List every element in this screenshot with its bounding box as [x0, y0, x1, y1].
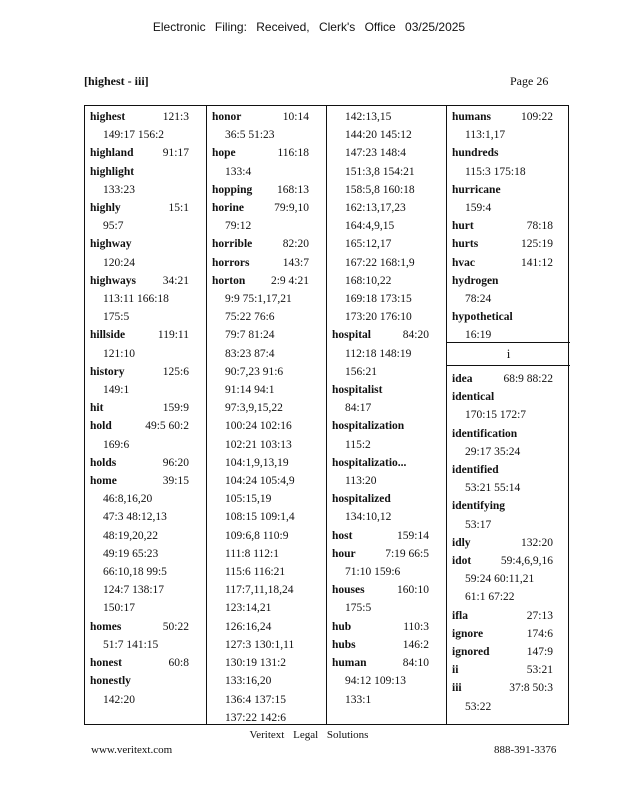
index-entry-head [452, 607, 565, 625]
index-entry [452, 144, 565, 180]
index-entry [212, 235, 321, 253]
index-entry [90, 472, 201, 618]
index-term: hospitalized [332, 493, 391, 506]
index-term: hour [332, 547, 356, 560]
index-term: identified [452, 464, 499, 477]
index-entry-head [212, 181, 321, 199]
index-term: hurricane [452, 183, 501, 196]
index-term: identification [452, 427, 518, 440]
index-term: horrible [212, 238, 253, 251]
index-page-refs: 15:1 [168, 202, 189, 215]
index-entry [212, 199, 321, 235]
index-page-refs-continued: 66:10,18 99:5 [103, 566, 167, 579]
index-page-refs-continued: 169:6 [103, 438, 130, 451]
index-page-refs: 132:20 [521, 536, 553, 549]
index-entry-head [90, 618, 201, 636]
index-page-refs-continued: 133:16,20 [225, 675, 272, 688]
index-term: hub [332, 620, 352, 633]
index-page-refs-continued: 9:9 75:1,17,21 [225, 293, 292, 306]
index-page-refs-continued: 94:12 109:13 [345, 675, 407, 688]
index-page-refs-continued: 142:13,15 [345, 111, 392, 123]
index-page-refs-continued: 170:15 172:7 [465, 409, 527, 422]
index-term: horine [212, 202, 244, 215]
index-entry [90, 654, 201, 672]
index-term: hospitalizatio... [332, 456, 407, 469]
index-page-refs: 174:6 [526, 627, 553, 640]
index-entry [452, 534, 565, 552]
index-entry [452, 497, 565, 533]
index-entry [452, 552, 565, 607]
index-page-refs: 147:9 [526, 646, 553, 659]
index-term: highly [90, 202, 121, 215]
index-entry [452, 217, 565, 235]
index-page-refs: 49:5 60:2 [145, 420, 189, 433]
index-entry-head [332, 545, 441, 563]
index-page-refs-continued: 105:15,19 [225, 493, 272, 506]
index-page-refs-continued: 117:7,11,18,24 [225, 584, 294, 597]
index-page-refs: 119:11 [157, 329, 189, 342]
index-page-refs-continued: 168:10,22 [345, 274, 392, 287]
index-page-refs-continued: 49:19 65:23 [103, 547, 159, 560]
index-page-refs: 34:21 [162, 274, 189, 287]
index-term: identical [452, 391, 495, 404]
index-page-refs-continued: 159:4 [465, 202, 492, 215]
index-entry-head [90, 472, 201, 490]
index-term: identifying [452, 500, 506, 513]
index-entry [452, 461, 565, 497]
index-entry [90, 163, 201, 199]
index-term: highland [90, 147, 134, 160]
index-term: hypothetical [452, 311, 513, 324]
index-page-refs-continued: 16:19 [465, 329, 492, 342]
index-term: hospitalization [332, 420, 405, 433]
index-entry [212, 254, 321, 272]
index-entry-head [332, 490, 441, 508]
page-number: Page 26 [510, 74, 549, 88]
index-page-refs-continued: 48:19,20,22 [103, 529, 158, 542]
index-term: ii [452, 664, 459, 677]
index-page-refs: 82:20 [282, 238, 309, 251]
index-entry-head [332, 527, 441, 545]
index-entry-head [212, 235, 321, 253]
index-term: holds [90, 456, 117, 469]
index-entry-head [452, 425, 565, 443]
index-entry-head [452, 181, 565, 199]
index-page-refs-continued: 79:12 [225, 220, 252, 233]
index-entry [332, 527, 441, 545]
index-page-refs-continued: 169:18 173:15 [345, 293, 412, 306]
index-entry-head [90, 672, 201, 690]
footer-website: www.veritext.com [91, 744, 173, 756]
index-page-refs-continued: 36:5 51:23 [225, 129, 275, 142]
index-page-refs: 59:4,6,9,16 [500, 555, 553, 568]
index-entry [332, 108, 441, 326]
index-page-refs: 159:14 [397, 529, 429, 542]
index-page-refs: 121:3 [162, 111, 189, 123]
index-page-refs: 146:2 [402, 638, 429, 651]
index-entry-head [90, 654, 201, 672]
index-page-refs-continued: 142:20 [103, 693, 135, 706]
index-page-refs-continued: 108:15 109:1,4 [225, 511, 295, 524]
index-column-4-bottom [447, 366, 570, 720]
index-page-refs-continued: 75:22 76:6 [225, 311, 275, 324]
index-entry [212, 144, 321, 180]
index-page-refs-continued: 109:6,8 110:9 [225, 529, 289, 542]
index-entry-head [90, 235, 201, 253]
index-entry-head [452, 272, 565, 290]
index-page-refs-continued: 84:17 [345, 402, 372, 415]
index-entry-head [452, 235, 565, 253]
index-page-refs: 168:13 [277, 183, 309, 196]
index-term: hope [212, 147, 236, 160]
index-page-refs-continued: 175:5 [103, 311, 130, 324]
index-page-refs-continued: 130:19 131:2 [225, 657, 287, 670]
index-entry-head [212, 144, 321, 162]
index-page-refs: 125:6 [162, 365, 189, 378]
index-entry-head [90, 326, 201, 344]
index-entry [90, 363, 201, 399]
index-entry-head [90, 144, 201, 162]
index-page-refs-continued: 175:5 [345, 602, 372, 615]
index-term: homes [90, 620, 122, 633]
index-entry [452, 625, 565, 643]
index-page-refs-continued: 91:14 94:1 [225, 384, 275, 397]
index-entry-head [452, 388, 565, 406]
index-entry [452, 235, 565, 253]
index-page-refs-continued: 61:1 67:22 [465, 591, 515, 604]
index-term: hubs [332, 638, 356, 651]
index-page-refs: 109:22 [521, 111, 553, 123]
index-page-refs: 116:18 [277, 147, 309, 160]
index-page-refs-continued: 134:10,12 [345, 511, 392, 524]
index-page-refs-continued: 97:3,9,15,22 [225, 402, 283, 415]
index-entry [452, 388, 565, 424]
index-page-refs-continued: 53:21 55:14 [465, 482, 521, 495]
index-page-refs: 110:3 [403, 620, 429, 633]
index-entry-head [332, 618, 441, 636]
index-entry [452, 108, 565, 144]
index-entry [90, 672, 201, 708]
index-term: hillside [90, 329, 126, 342]
index-term: hospital [332, 329, 371, 342]
index-page-refs-continued: 133:23 [103, 183, 135, 196]
index-page-refs: 10:14 [282, 111, 309, 123]
word-index-table [84, 105, 569, 725]
index-entry-head [452, 108, 565, 126]
index-page-refs-continued: 149:1 [103, 384, 130, 397]
index-entry [90, 199, 201, 235]
index-entry [90, 235, 201, 271]
index-page-refs-continued: 46:8,16,20 [103, 493, 153, 506]
index-entry-head [90, 417, 201, 435]
section-letter-header: i [447, 342, 570, 366]
index-term: ignored [452, 646, 490, 659]
index-term: iii [452, 682, 462, 695]
index-term: hit [90, 402, 104, 415]
index-entry-head [90, 454, 201, 472]
index-term: human [332, 657, 367, 670]
index-page-refs-continued: 126:16,24 [225, 620, 272, 633]
index-page-refs: 79:9,10 [274, 202, 309, 215]
index-page-refs: 68:9 88:22 [503, 373, 553, 385]
index-page-refs-continued: 115:6 116:21 [225, 566, 286, 579]
index-entry-head [212, 272, 321, 290]
index-page-refs-continued: 71:10 159:6 [345, 566, 401, 579]
index-entry [332, 417, 441, 453]
footer-company: Veritext Legal Solutions [249, 729, 369, 741]
index-page-refs-continued: 158:5,8 160:18 [345, 183, 415, 196]
index-page-refs-continued: 47:3 48:12,13 [103, 511, 167, 524]
index-entry [212, 181, 321, 199]
index-page-refs-continued: 137:22 142:6 [225, 711, 287, 724]
index-term: highway [90, 238, 132, 251]
index-page-refs-continued: 83:23 87:4 [225, 347, 275, 360]
index-entry-head [332, 654, 441, 672]
index-entry [332, 490, 441, 526]
index-entry-head [452, 643, 565, 661]
index-entry-head [90, 163, 201, 181]
index-term: highways [90, 274, 137, 287]
index-term: hospitalist [332, 384, 383, 397]
index-entry-head [212, 199, 321, 217]
index-term: humans [452, 111, 491, 123]
footer-phone: 888-391-3376 [494, 744, 557, 756]
index-entry [212, 272, 321, 724]
index-entry-head [452, 661, 565, 679]
index-entry [332, 381, 441, 417]
index-entry-head [452, 534, 565, 552]
index-page-refs-continued: 121:10 [103, 347, 135, 360]
index-page-refs-continued: 165:12,17 [345, 238, 392, 251]
index-page-refs: 50:22 [162, 620, 189, 633]
index-page-refs-continued: 59:24 60:11,21 [465, 573, 535, 586]
index-page-refs: 7:19 66:5 [385, 547, 429, 560]
index-range-label: [highest - iii] [84, 74, 149, 88]
index-entry-head [332, 417, 441, 435]
index-page-refs-continued: 104:1,9,13,19 [225, 456, 289, 469]
index-page-refs-continued: 51:7 141:15 [103, 638, 159, 651]
index-term: hundreds [452, 147, 499, 160]
index-entry-head [452, 308, 565, 326]
index-entry [332, 636, 441, 654]
index-page-refs-continued: 29:17 35:24 [465, 445, 521, 458]
index-entry [452, 308, 565, 344]
index-entry-head [452, 370, 565, 388]
index-entry-head [452, 552, 565, 570]
index-term: idea [452, 373, 473, 385]
index-page-refs: 39:15 [162, 475, 189, 488]
index-entry-head [332, 381, 441, 399]
index-page-refs: 84:10 [402, 657, 429, 670]
index-page-refs-continued: 102:21 103:13 [225, 438, 292, 451]
index-page-refs-continued: 104:24 105:4,9 [225, 475, 295, 488]
index-term: hurt [452, 220, 474, 233]
index-page-refs-continued: 167:22 168:1,9 [345, 256, 415, 269]
index-page-refs-continued: 113:20 [345, 475, 377, 488]
index-term: history [90, 365, 125, 378]
index-entry [90, 326, 201, 362]
index-entry [90, 618, 201, 654]
index-term: highlight [90, 165, 135, 178]
index-page-refs-continued: 133:4 [225, 165, 252, 178]
filing-stamp: Electronic Filing: Received, Clerk's Office 03/25/2025 [152, 20, 466, 34]
index-page-refs-continued: 113:1,17 [465, 129, 506, 142]
index-page-refs: 125:19 [521, 238, 553, 251]
index-term: horton [212, 274, 246, 287]
index-term: ifla [452, 609, 468, 622]
index-page-refs: 60:8 [168, 657, 189, 670]
index-entry [452, 661, 565, 679]
index-entry-head [452, 254, 565, 272]
index-page-refs-continued: 113:11 166:18 [103, 293, 169, 306]
index-page-refs-continued: 124:7 138:17 [103, 584, 165, 597]
index-page-refs-continued: 147:23 148:4 [345, 147, 407, 160]
index-page-refs-continued: 144:20 145:12 [345, 129, 412, 142]
index-entry-head [212, 108, 321, 126]
index-term: hurts [452, 238, 479, 251]
index-entry-head [90, 399, 201, 417]
index-page-refs: 141:12 [521, 256, 553, 269]
index-entry [332, 654, 441, 709]
index-page-refs-continued: 123:14,21 [225, 602, 272, 615]
index-entry-head [90, 363, 201, 381]
index-entry-head [332, 454, 441, 472]
index-page-refs-continued: 111:8 112:1 [225, 547, 279, 560]
index-page-refs-continued: 79:7 81:24 [225, 329, 275, 342]
index-term: ignore [452, 627, 484, 640]
index-entry-head [452, 217, 565, 235]
index-page-refs-continued: 53:17 [465, 518, 492, 531]
index-entry [332, 326, 441, 381]
index-page-refs: 143:7 [282, 256, 309, 269]
index-term: honor [212, 111, 242, 123]
index-term: hvac [452, 256, 475, 269]
index-term: hopping [212, 183, 253, 196]
index-column-2 [207, 106, 327, 724]
index-entry [90, 399, 201, 417]
index-entry-head [90, 108, 201, 126]
index-page-refs-continued: 127:3 130:1,11 [225, 638, 295, 651]
index-page-refs: 53:21 [526, 664, 553, 677]
index-term: hold [90, 420, 112, 433]
index-page-refs: 96:20 [162, 456, 189, 469]
index-page-refs-continued: 173:20 176:10 [345, 311, 412, 324]
index-term: honest [90, 657, 122, 670]
index-entry [452, 643, 565, 661]
index-page-refs: 91:17 [162, 147, 189, 160]
index-entry-head [452, 679, 565, 697]
index-page-refs-continued: 78:24 [465, 293, 492, 306]
index-entry-head [452, 461, 565, 479]
index-entry-head [332, 326, 441, 344]
index-entry [90, 417, 201, 453]
index-term: horrors [212, 256, 250, 269]
index-entry [212, 108, 321, 144]
index-entry [90, 454, 201, 472]
index-page-refs: 27:13 [526, 609, 553, 622]
index-entry-head [332, 636, 441, 654]
index-entry [452, 607, 565, 625]
index-page-refs-continued: 112:18 148:19 [345, 347, 412, 360]
index-entry [452, 425, 565, 461]
index-term: honestly [90, 675, 131, 688]
index-term: highest [90, 111, 126, 123]
index-entry [452, 370, 565, 388]
index-page-refs: 2:9 4:21 [270, 274, 309, 287]
index-column-4 [447, 106, 570, 724]
index-entry [90, 272, 201, 327]
index-entry [452, 272, 565, 308]
index-page-refs-continued: 136:4 137:15 [225, 693, 287, 706]
index-entry [332, 618, 441, 636]
index-entry [332, 454, 441, 490]
index-entry [452, 254, 565, 272]
index-page-refs-continued: 151:3,8 154:21 [345, 165, 415, 178]
index-entry [452, 679, 565, 715]
index-page-refs: 84:20 [402, 329, 429, 342]
index-page-refs-continued: 115:3 175:18 [465, 165, 526, 178]
index-page-refs: 78:18 [526, 220, 553, 233]
index-entry-head [452, 144, 565, 162]
index-page-refs-continued: 120:24 [103, 256, 135, 269]
index-page-refs-continued: 150:17 [103, 602, 135, 615]
index-entry [332, 545, 441, 581]
index-page-refs-continued: 133:1 [345, 693, 372, 706]
index-entry-head [90, 199, 201, 217]
index-page-refs-continued: 149:17 156:2 [103, 129, 165, 142]
index-term: houses [332, 584, 365, 597]
index-term: hydrogen [452, 274, 499, 287]
index-entry-head [90, 272, 201, 290]
index-entry [90, 108, 201, 144]
index-page-refs-continued: 95:7 [103, 220, 124, 233]
index-entry-head [452, 625, 565, 643]
index-page-refs-continued: 53:22 [465, 700, 492, 713]
index-page-refs-continued: 164:4,9,15 [345, 220, 395, 233]
index-page-refs-continued: 115:2 [345, 438, 371, 451]
index-column-4-top [447, 106, 570, 342]
index-page-refs-continued: 156:21 [345, 365, 377, 378]
index-page-refs: 160:10 [397, 584, 429, 597]
index-column-1 [85, 106, 207, 724]
index-column-3 [327, 106, 447, 724]
index-term: host [332, 529, 353, 542]
index-entry [452, 181, 565, 217]
index-term: idot [452, 555, 472, 568]
index-entry-head [332, 581, 441, 599]
index-entry [90, 144, 201, 162]
index-term: home [90, 475, 117, 488]
index-term: idly [452, 536, 471, 549]
index-entry-head [452, 497, 565, 515]
index-page-refs: 37:8 50:3 [509, 682, 553, 695]
index-page-refs: 159:9 [162, 402, 189, 415]
index-entry-head [212, 254, 321, 272]
index-page-refs-continued: 90:7,23 91:6 [225, 365, 284, 378]
index-entry [332, 581, 441, 617]
index-page-refs-continued: 162:13,17,23 [345, 202, 406, 215]
index-page-refs-continued: 100:24 102:16 [225, 420, 292, 433]
